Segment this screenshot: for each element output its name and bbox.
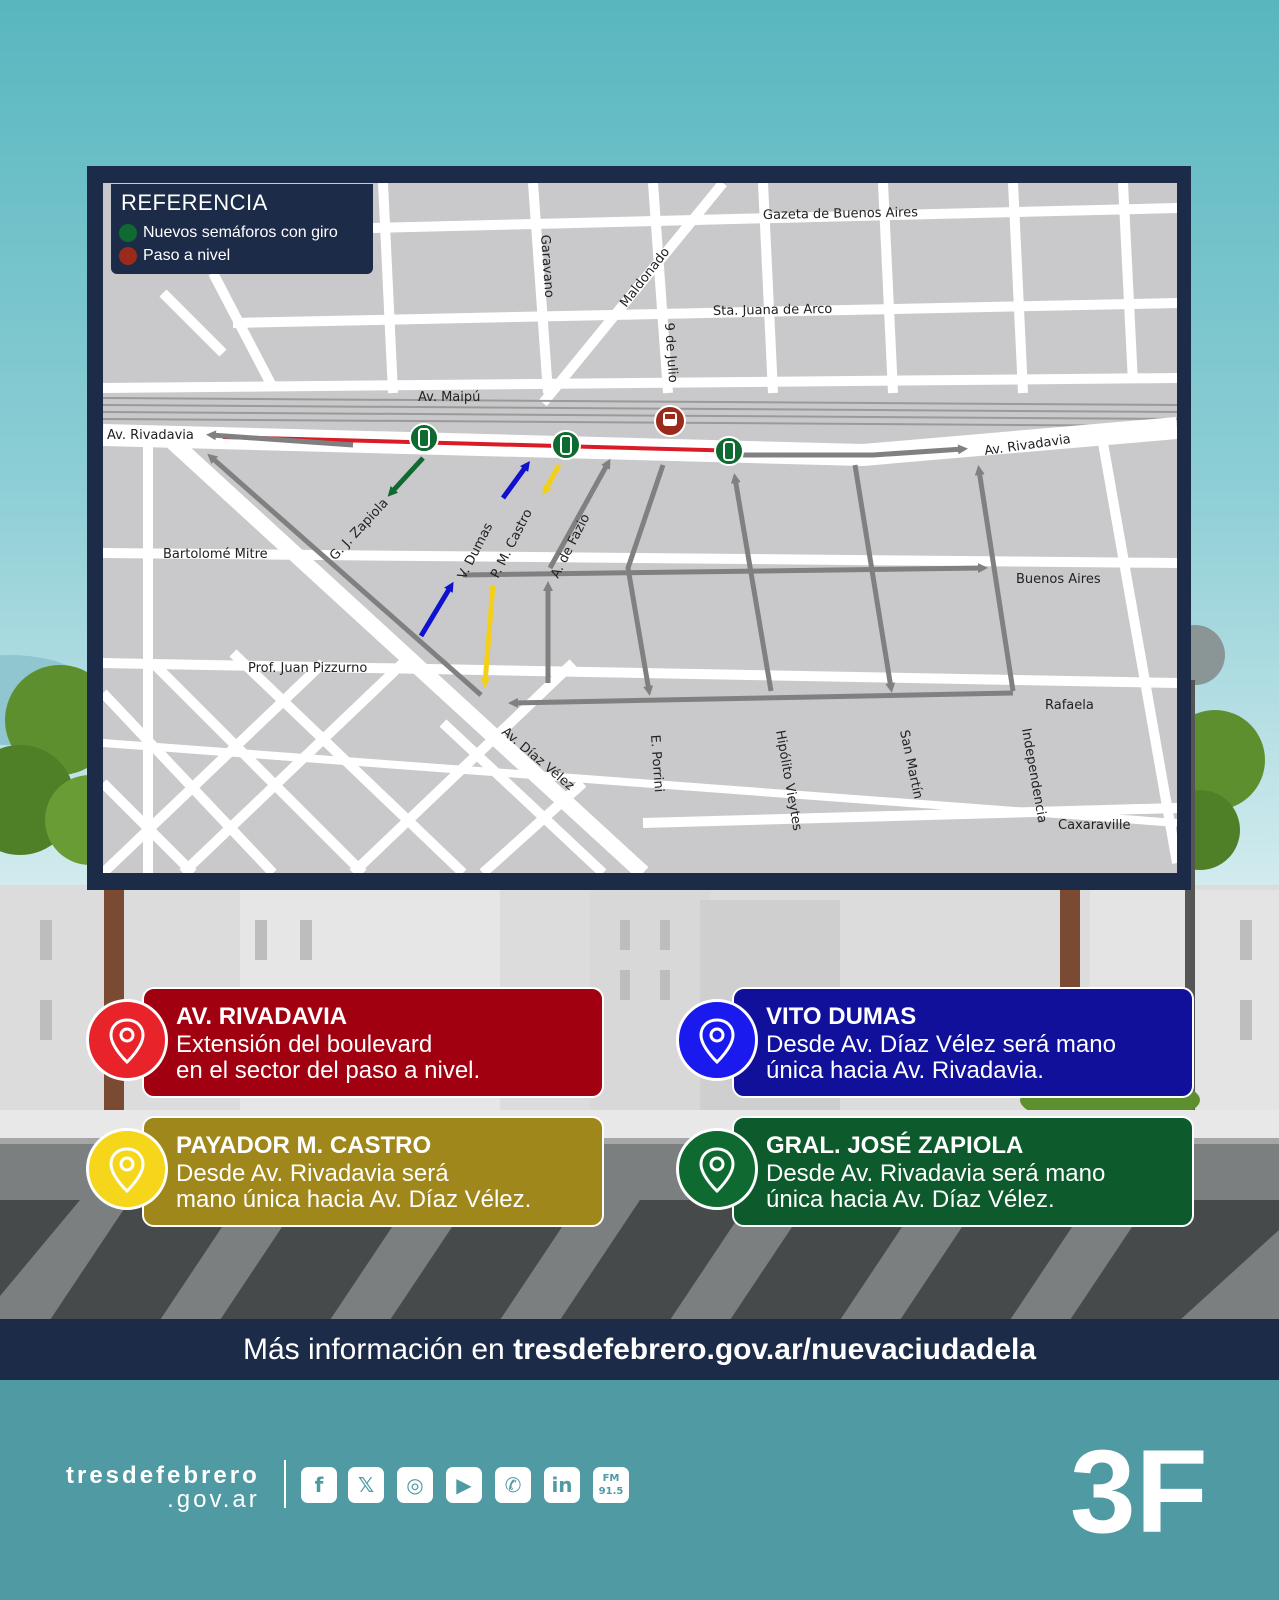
info-bar — [0, 1319, 1279, 1380]
railway — [103, 398, 1177, 426]
street-label: San Martín — [896, 728, 926, 801]
street-label: Av. Rivadavia — [107, 428, 194, 443]
legend-item-label: Paso a nivel — [143, 247, 231, 264]
map-frame — [87, 166, 1191, 890]
street-label: Maldonado — [617, 244, 674, 311]
facebook-icon[interactable]: f — [301, 1467, 337, 1503]
street-label: Prof. Juan Pizzurno — [248, 661, 368, 676]
street-label: Sta. Juana de Arco — [712, 301, 833, 319]
location-pin-icon — [676, 999, 758, 1081]
legend-item-rail-crossing — [119, 247, 230, 265]
traffic-light-icon — [715, 437, 743, 465]
train-icon — [119, 247, 137, 265]
card-text: única hacia Av. Rivadavia. — [766, 1057, 1044, 1084]
traffic-light-icon — [552, 431, 580, 459]
street-label: V. Dumas — [455, 520, 497, 582]
site-name-line1: tresdefebrero — [66, 1462, 260, 1489]
instagram-icon[interactable]: ◎ — [397, 1467, 433, 1503]
traffic-light-icon — [119, 224, 137, 242]
card-text: en el sector del paso a nivel. — [176, 1057, 481, 1084]
street-label: Independencia — [1018, 727, 1050, 825]
location-pin-icon — [86, 1128, 168, 1210]
whatsapp-icon[interactable]: ✆ — [495, 1467, 531, 1503]
street-label: Garavano — [537, 234, 557, 299]
street-label: G. J. Zapiola — [326, 495, 392, 564]
info-url-link[interactable]: tresdefebrero.gov.ar/nuevaciudadela — [513, 1333, 1037, 1366]
3f-logo — [1070, 1434, 1215, 1539]
train-icon — [655, 406, 685, 436]
info-prefix: Más información en — [242, 1333, 514, 1366]
card-text: Extensión del boulevard — [176, 1031, 433, 1058]
street-label: Buenos Aires — [1016, 572, 1101, 587]
youtube-icon[interactable]: ▶ — [446, 1467, 482, 1503]
street-label: Av. Rivadavia — [983, 432, 1072, 459]
card-rivadavia — [142, 987, 604, 1098]
street-label: Rafaela — [1045, 698, 1094, 713]
card-title: PAYADOR M. CASTRO — [176, 1132, 432, 1159]
card-castro — [142, 1116, 604, 1227]
street-label: A. de Fazio — [548, 511, 594, 581]
map-legend — [111, 184, 373, 274]
location-pin-icon — [86, 999, 168, 1081]
street-label: Caxaraville — [1058, 818, 1131, 833]
legend-item-label: Nuevos semáforos con giro — [143, 224, 338, 241]
street-label: Hipólito Vieytes — [772, 729, 805, 832]
street-label: Av. Díaz Vélez — [498, 724, 577, 794]
street-label: Av. Maipú — [418, 390, 481, 405]
traffic-light-icon — [410, 424, 438, 452]
x-icon[interactable]: 𝕏 — [348, 1467, 384, 1503]
linkedin-icon[interactable]: in — [544, 1467, 580, 1503]
card-title: AV. RIVADAVIA — [176, 1003, 348, 1030]
street-map — [103, 183, 1177, 873]
card-zapiola — [732, 1116, 1194, 1227]
divider — [284, 1460, 286, 1508]
card-text: Desde Av. Rivadavia será mano — [766, 1160, 1106, 1187]
street-label: 9 de Julio — [661, 322, 681, 384]
street-label: E. Porrini — [647, 734, 667, 793]
street-label: Bartolomé Mitre — [163, 547, 268, 562]
legend-title: REFERENCIA — [121, 190, 268, 215]
card-text: Desde Av. Rivadavia será — [176, 1160, 449, 1187]
logo-text: 3F — [1070, 1434, 1208, 1539]
street-label: Gazeta de Buenos Aires — [762, 205, 919, 223]
card-text: mano única hacia Av. Díaz Vélez. — [176, 1186, 532, 1213]
site-name[interactable] — [66, 1462, 260, 1514]
radio-fm-icon[interactable]: FM 91.5 — [593, 1467, 629, 1503]
street-label: P. M. Castro — [488, 506, 536, 581]
card-title: VITO DUMAS — [766, 1003, 917, 1030]
site-name-line2: .gov.ar — [167, 1486, 260, 1513]
card-text: Desde Av. Díaz Vélez será mano — [766, 1031, 1116, 1058]
legend-item-traffic-lights — [119, 224, 338, 242]
card-title: GRAL. JOSÉ ZAPIOLA — [766, 1132, 1024, 1159]
card-dumas — [732, 987, 1194, 1098]
card-text: única hacia Av. Díaz Vélez. — [766, 1186, 1055, 1213]
location-pin-icon — [676, 1128, 758, 1210]
